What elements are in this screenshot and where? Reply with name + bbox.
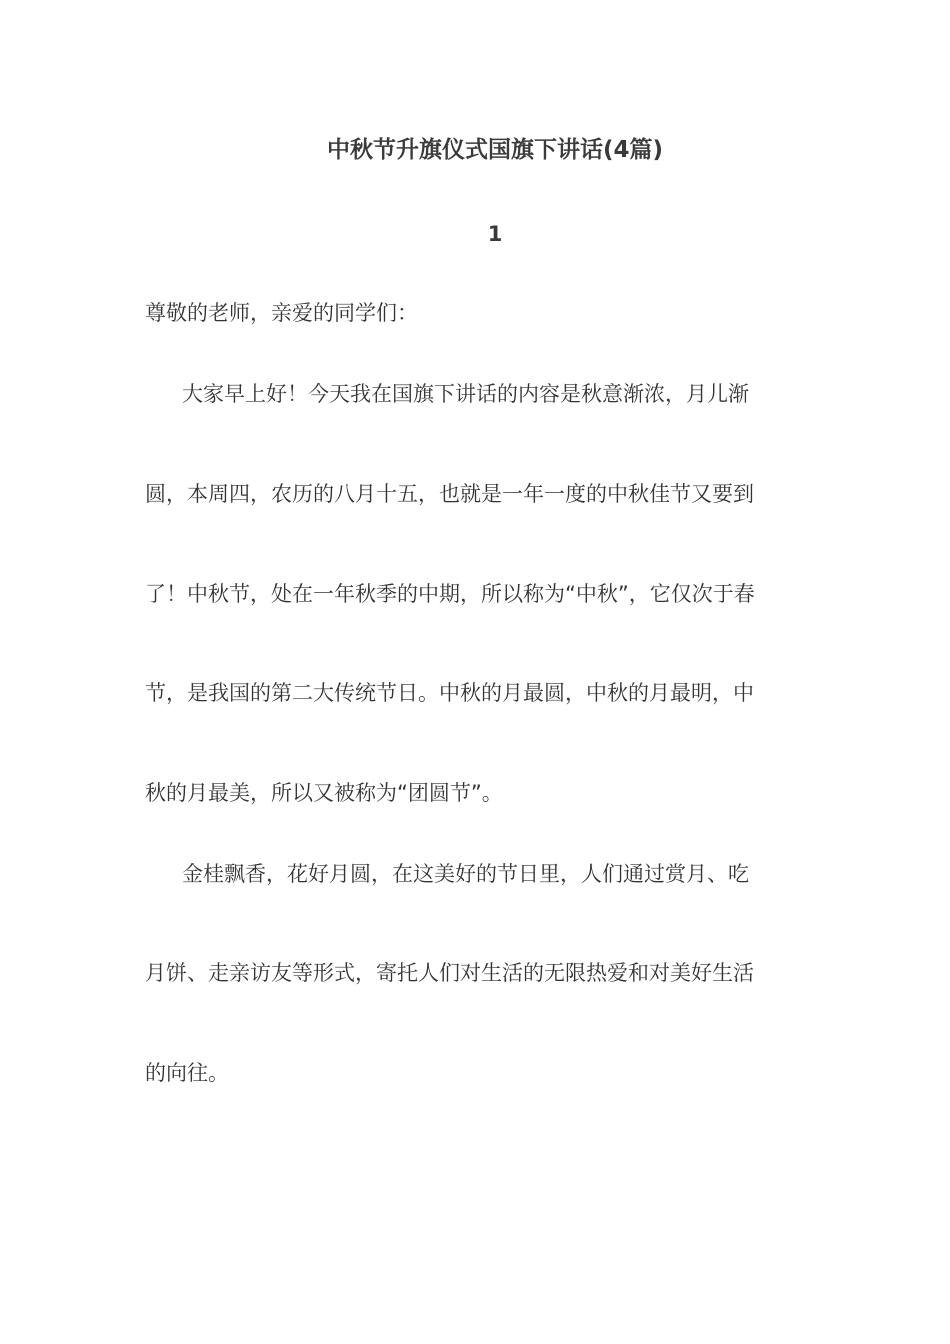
- paragraph-1-line-5: 秋的月最美，所以又被称为“团圆节”。: [145, 781, 503, 805]
- salutation: 尊敬的老师，亲爱的同学们：: [145, 301, 418, 325]
- paragraph-1-line-4: 节，是我国的第二大传统节日。中秋的月最圆，中秋的月最明，中: [145, 681, 754, 705]
- paragraph-2-line-3: 的向往。: [145, 1061, 229, 1085]
- paragraph-1-line-1: 大家早上好！今天我在国旗下讲话的内容是秋意渐浓，月儿渐: [182, 382, 749, 406]
- document-title: 中秋节升旗仪式国旗下讲话(4篇): [326, 137, 664, 163]
- paragraph-1-line-3: 了！中秋节，处在一年秋季的中期，所以称为“中秋”，它仅次于春: [145, 582, 755, 606]
- paragraph-2-line-2: 月饼、走亲访友等形式，寄托人们对生活的无限热爱和对美好生活: [145, 961, 754, 985]
- paragraph-2-line-1: 金桂飘香，花好月圆，在这美好的节日里，人们通过赏月、吃: [182, 862, 749, 886]
- paragraph-1-line-2: 圆，本周四，农历的八月十五，也就是一年一度的中秋佳节又要到: [145, 482, 754, 506]
- section-number: 1: [487, 222, 503, 246]
